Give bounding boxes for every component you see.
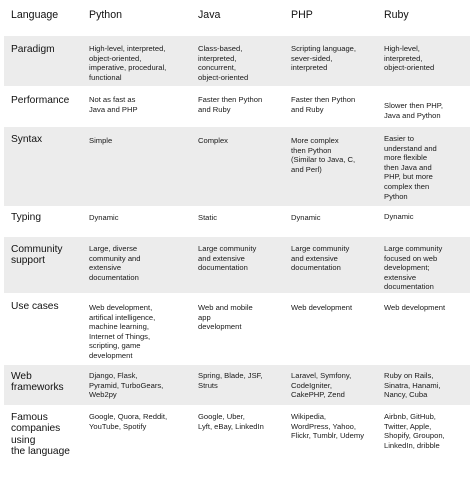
header-python: Python bbox=[89, 9, 122, 21]
comparison-table bbox=[4, 3, 470, 474]
row-label: Typing bbox=[11, 212, 42, 223]
row-label: Web frameworks bbox=[11, 371, 64, 394]
cell-python: Django, Flask, Pyramid, TurboGears, Web2py bbox=[89, 371, 164, 400]
cell-ruby: Large community focused on web development; extensive documentation bbox=[384, 244, 443, 292]
cell-ruby: Web development bbox=[384, 303, 446, 312]
cell-ruby: High-level, interpreted, object-oriented bbox=[384, 44, 435, 73]
row-paradigm bbox=[4, 36, 470, 86]
header-php: PHP bbox=[291, 9, 313, 21]
cell-php: Wikipedia, WordPress, Yahoo, Flickr, Tumblr, Udemy bbox=[291, 412, 364, 441]
cell-python: Not as fast as Java and PHP bbox=[89, 95, 138, 114]
row-web-frameworks bbox=[4, 365, 470, 405]
row-label: Paradigm bbox=[11, 44, 55, 55]
cell-php: Faster then Python and Ruby bbox=[291, 95, 356, 114]
row-syntax bbox=[4, 127, 470, 206]
cell-java: Google, Uber, Lyft, eBay, LinkedIn bbox=[198, 412, 264, 431]
cell-ruby: Ruby on Rails, Sinatra, Hanami, Nancy, Cuba bbox=[384, 371, 441, 400]
cell-java: Web and mobile app development bbox=[198, 303, 253, 332]
cell-python: High-level, interpreted, object-oriented, imperative, procedural, functional bbox=[89, 44, 167, 82]
row-typing bbox=[4, 208, 470, 235]
cell-java: Faster then Python and Ruby bbox=[198, 95, 263, 114]
cell-python: Web development, artifical intelligence, machine learning, Internet of Things, scripting, game development bbox=[89, 303, 156, 360]
header-row bbox=[4, 9, 470, 31]
cell-python: Dynamic bbox=[89, 213, 119, 222]
cell-java: Static bbox=[198, 213, 217, 222]
header-language: Language bbox=[11, 9, 59, 21]
cell-java: Spring, Blade, JSF, Struts bbox=[198, 371, 263, 390]
header-ruby: Ruby bbox=[384, 9, 409, 21]
cell-php: Laravel, Symfony, CodeIgniter, CakePHP, Zend bbox=[291, 371, 352, 400]
header-java: Java bbox=[198, 9, 221, 21]
cell-ruby: Easier to understand and more flexible then Java and PHP, but more complex then Python bbox=[384, 134, 437, 201]
row-label: Performance bbox=[11, 95, 70, 106]
row-label: Syntax bbox=[11, 134, 43, 145]
row-performance bbox=[4, 88, 470, 125]
row-label: Famous companies using the language bbox=[11, 412, 70, 458]
cell-ruby: Airbnb, GitHub, Twitter, Apple, Shopify, Groupon, LinkedIn, dribble bbox=[384, 412, 445, 450]
cell-java: Complex bbox=[198, 136, 228, 145]
row-label: Community support bbox=[11, 244, 63, 267]
row-label: Use cases bbox=[11, 301, 59, 312]
cell-java: Large community and extensive documentation bbox=[198, 244, 257, 273]
cell-php: Dynamic bbox=[291, 213, 321, 222]
cell-python: Large, diverse community and extensive documentation bbox=[89, 244, 141, 282]
cell-php: Large community and extensive documentation bbox=[291, 244, 350, 273]
cell-ruby: Slower then PHP, Java and Python bbox=[384, 101, 443, 120]
row-community-support bbox=[4, 237, 470, 293]
cell-php: Scripting language, sever-sided, interpreted bbox=[291, 44, 357, 73]
cell-python: Simple bbox=[89, 136, 113, 145]
cell-java: Class-based, interpreted, concurrent, object-oriented bbox=[198, 44, 249, 82]
cell-python: Google, Quora, Reddit, YouTube, Spotify bbox=[89, 412, 168, 431]
cell-php: More complex then Python (Similar to Java, C, and Perl) bbox=[291, 136, 356, 174]
cell-php: Web development bbox=[291, 303, 353, 312]
row-use-cases bbox=[4, 295, 470, 363]
row-famous-companies bbox=[4, 407, 470, 469]
cell-ruby: Dynamic bbox=[384, 212, 414, 221]
